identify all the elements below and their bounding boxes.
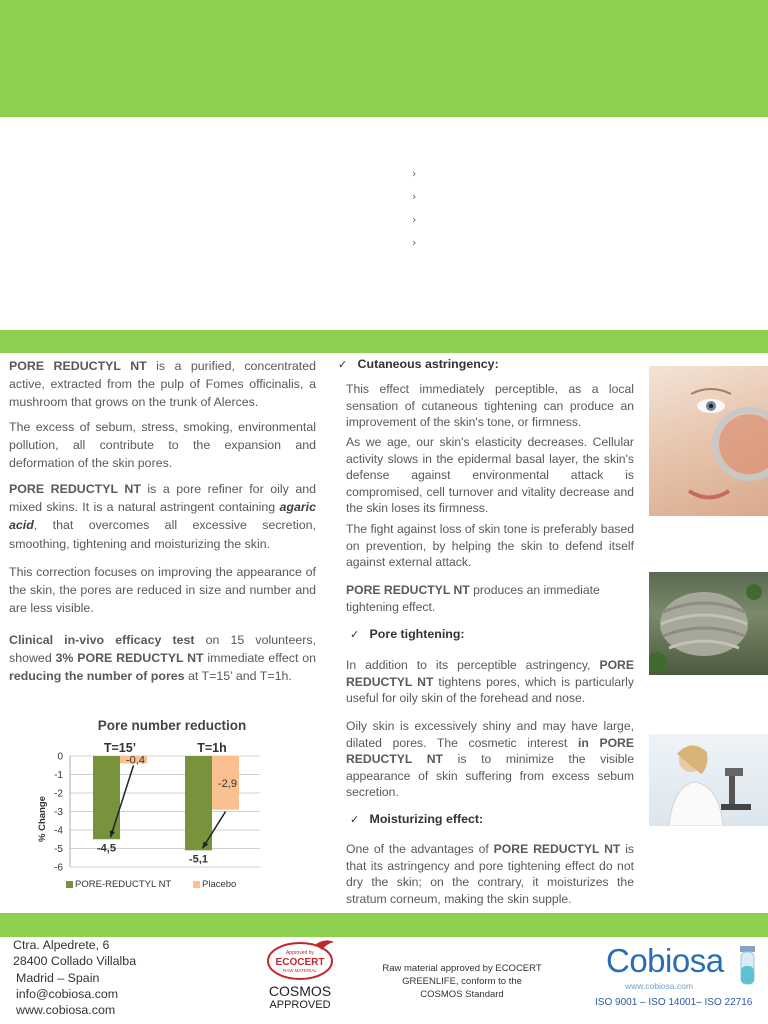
data-label: -4,5 [97,842,116,855]
mushroom-photo [649,572,768,675]
y-axis-label: % Change [37,796,48,842]
correction-paragraph: This correction focuses on improving the appearance of the skin, the pores are reduced in size and number and are less visible. [9,565,316,616]
pore-tightening-paragraph: In addition to its perceptible astringency, PORE REDUCTYL NT tightens pores, which is particularly useful for oily skin of the forehead and nose. [346,658,634,705]
address-street: Ctra. Alpedrete, 6 [13,938,110,952]
pore-reduction-chart [30,713,290,898]
moisturizing-paragraph: One of the advantages of PORE REDUCTYL NT is that its astringency and pore tightening effect do not dry the skin; on the contrary, it moisturizes the stratum corneum, making the skin supple. [346,842,634,906]
immediate-effect-paragraph: PORE REDUCTYL NT produces an immediate tightening effect. [346,583,600,614]
data-label: -5,1 [189,853,208,866]
legend-label-placebo: Placebo [202,879,237,890]
data-label: -0,4 [126,754,145,767]
y-tick-label: 0 [57,751,63,763]
prevention-paragraph: The fight against loss of skin tone is preferably based on prevention, by helping the skin to defend itself against external attack. [346,522,634,569]
svg-text:ECOCERT: ECOCERT [275,957,325,968]
cobiosa-url[interactable]: www.cobiosa.com [625,981,694,991]
header-band [0,0,768,117]
refiner-paragraph: PORE REDUCTYL NT is a pore refiner for oily and mixed skins. It is a natural astringent containing agaric acid, that overcomes all excessive secretion, smoothing, tightening and moisturizing the skin. [9,482,316,551]
chart-title: Pore number reduction [97,718,247,733]
heading-pore-tightening: ✓ Pore tightening: [350,627,465,641]
email-link[interactable]: info@cobiosa.com [16,986,119,1001]
data-label: -2,9 [218,777,237,790]
scientist-microscope-photo [649,734,768,826]
bullet-arrow: › [412,213,417,226]
y-tick-label: -5 [54,844,63,855]
bullet-arrow: › [412,236,417,249]
legend-swatch-product [66,881,73,888]
footer-address [13,937,136,1018]
category-label: T=1h [197,741,227,755]
address-country: Madrid – Spain [16,970,100,985]
footer-band [0,913,768,937]
svg-text:RAW MATERIAL: RAW MATERIAL [283,968,317,973]
cobiosa-logo-text: Cobiosa [606,942,724,979]
y-tick-label: -4 [54,825,63,837]
svg-text:COSMOS: COSMOS [268,983,332,999]
address-city: 28400 Collado Villalba [13,954,137,969]
svg-text:Approved by: Approved by [285,950,315,956]
oily-skin-paragraph: Oily skin is excessively shiny and may have large, dilated pores. The cosmetic interest in PORE REDUCTYL NT is to minimize the visible appearance of skin suffering from excess sebum secretion. [346,719,634,799]
category-label: T=15’ [103,741,137,755]
bar-product [185,756,212,850]
bullet-arrow: › [412,190,417,203]
section-divider-band [0,330,768,353]
elasticity-paragraph: As we age, our skin's elasticity decreases. Cellular activity slows in the epidermal basal layer, the skin's defense against environmental attack is compromised, cell turnover and vitality decrease and the skin loses its firmness. [346,435,634,515]
approval-note: Raw material approved by ECOCERT GREENLIFE, conform to the COSMOS Standard [382,963,542,1000]
ecocert-cosmos-logo [264,938,338,1014]
heading-cutaneous-astringency: ✓ Cutaneous astringency: [338,357,499,371]
y-tick-label: -3 [54,807,63,818]
heading-moisturizing: ✓ Moisturizing effect: [350,812,484,826]
legend-swatch-placebo [193,881,200,888]
clinical-test-paragraph: Clinical in-vivo efficacy test on 15 volunteers, showed 3% PORE REDUCTYL NT immediate effect on reducing the number of pores at T=15’ and T=1h. [9,633,316,684]
woman-magnifier-photo [649,366,768,516]
intro-paragraph: PORE REDUCTYL NT is a purified, concentrated active, extracted from the pulp of Fomes officinalis, a mushroom that grows on the trunk of Alerces. [9,359,316,410]
legend-label-product: PORE-REDUCTYL NT [75,879,172,890]
y-tick-label: -2 [54,788,63,800]
cobiosa-vial-icon [736,944,760,986]
y-tick-label: -6 [54,862,63,874]
astringency-paragraph: This effect immediately perceptible, as a local sensation of cutaneous tightening can produce an improvement of the skin's tone, or firmness. [346,382,634,429]
svg-text:APPROVED: APPROVED [269,999,331,1011]
causes-paragraph: The excess of sebum, stress, smoking, environmental pollution, all contribute to the expansion and deformation of the skin pores. [9,420,316,471]
website-link[interactable]: www.cobiosa.com [16,1003,116,1018]
bullet-arrow: › [412,167,417,180]
bar-product [93,756,120,839]
y-tick-label: -1 [54,770,63,781]
iso-certifications: ISO 9001 – ISO 14001– ISO 22716 [595,997,753,1008]
